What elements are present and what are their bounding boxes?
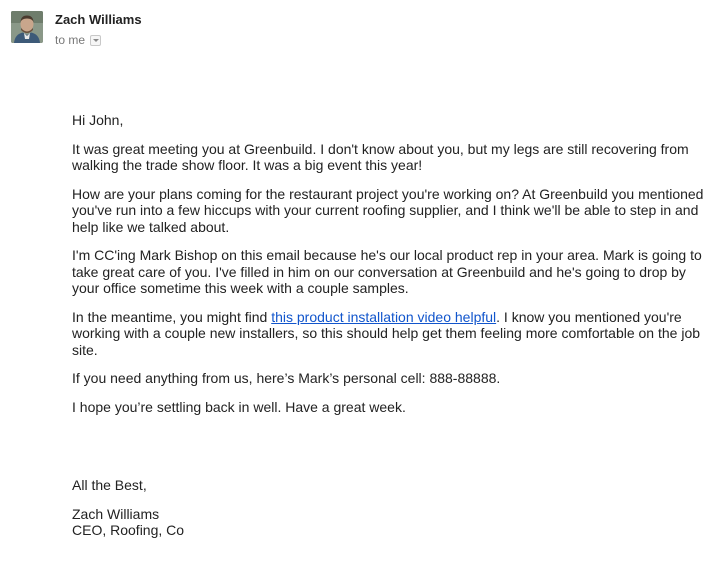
signature-title: CEO, Roofing, Co [72, 522, 185, 538]
recipient-row [55, 32, 101, 48]
signature-name: Zach Williams [72, 505, 160, 522]
paragraph-4 [72, 309, 712, 359]
paragraph-6: I hope you’re settling back in well. Have a great week. [72, 398, 406, 415]
greeting: Hi John, [72, 112, 124, 128]
sender-name[interactable]: Zach Williams [55, 12, 142, 27]
paragraph-2: How are your plans coming for the restaurant project you're working on? At Greenbuild you mentioned you've run into a few hiccups with your current roofing supplier, and I think we'll be able to step in and help like we talked about. [72, 185, 704, 235]
message-body [72, 112, 712, 539]
chevron-down-icon[interactable] [90, 35, 101, 46]
paragraph-1: It was great meeting you at Greenbuild. I don't know about you, but my legs are still recovering from walking the trade show floor. It was a big event this year! [72, 140, 689, 173]
paragraph-3: I'm CC'ing Mark Bishop on this email because he's our local product rep in your area. Mark is going to take great care of you. I've filled in him on our conversation at Greenbuild and he's going to drop by your office sometime this week with a couple samples. [72, 247, 702, 296]
user-photo-icon [11, 11, 43, 43]
avatar[interactable] [11, 11, 43, 43]
video-link[interactable]: this product installation video helpful [271, 308, 497, 325]
message-header [11, 11, 711, 47]
paragraph-4-start: In the meantime, you might find [72, 308, 272, 325]
paragraph-4-end: . I know you mentioned you're working with a couple new installers, so this should help get them feeling more comfortable on the job site. [72, 308, 701, 358]
recipient-label: to me [55, 33, 86, 47]
paragraph-5: If you need anything from us, here’s Mark’s personal cell: 888-88888. [72, 370, 501, 386]
signoff: All the Best, [72, 477, 147, 493]
